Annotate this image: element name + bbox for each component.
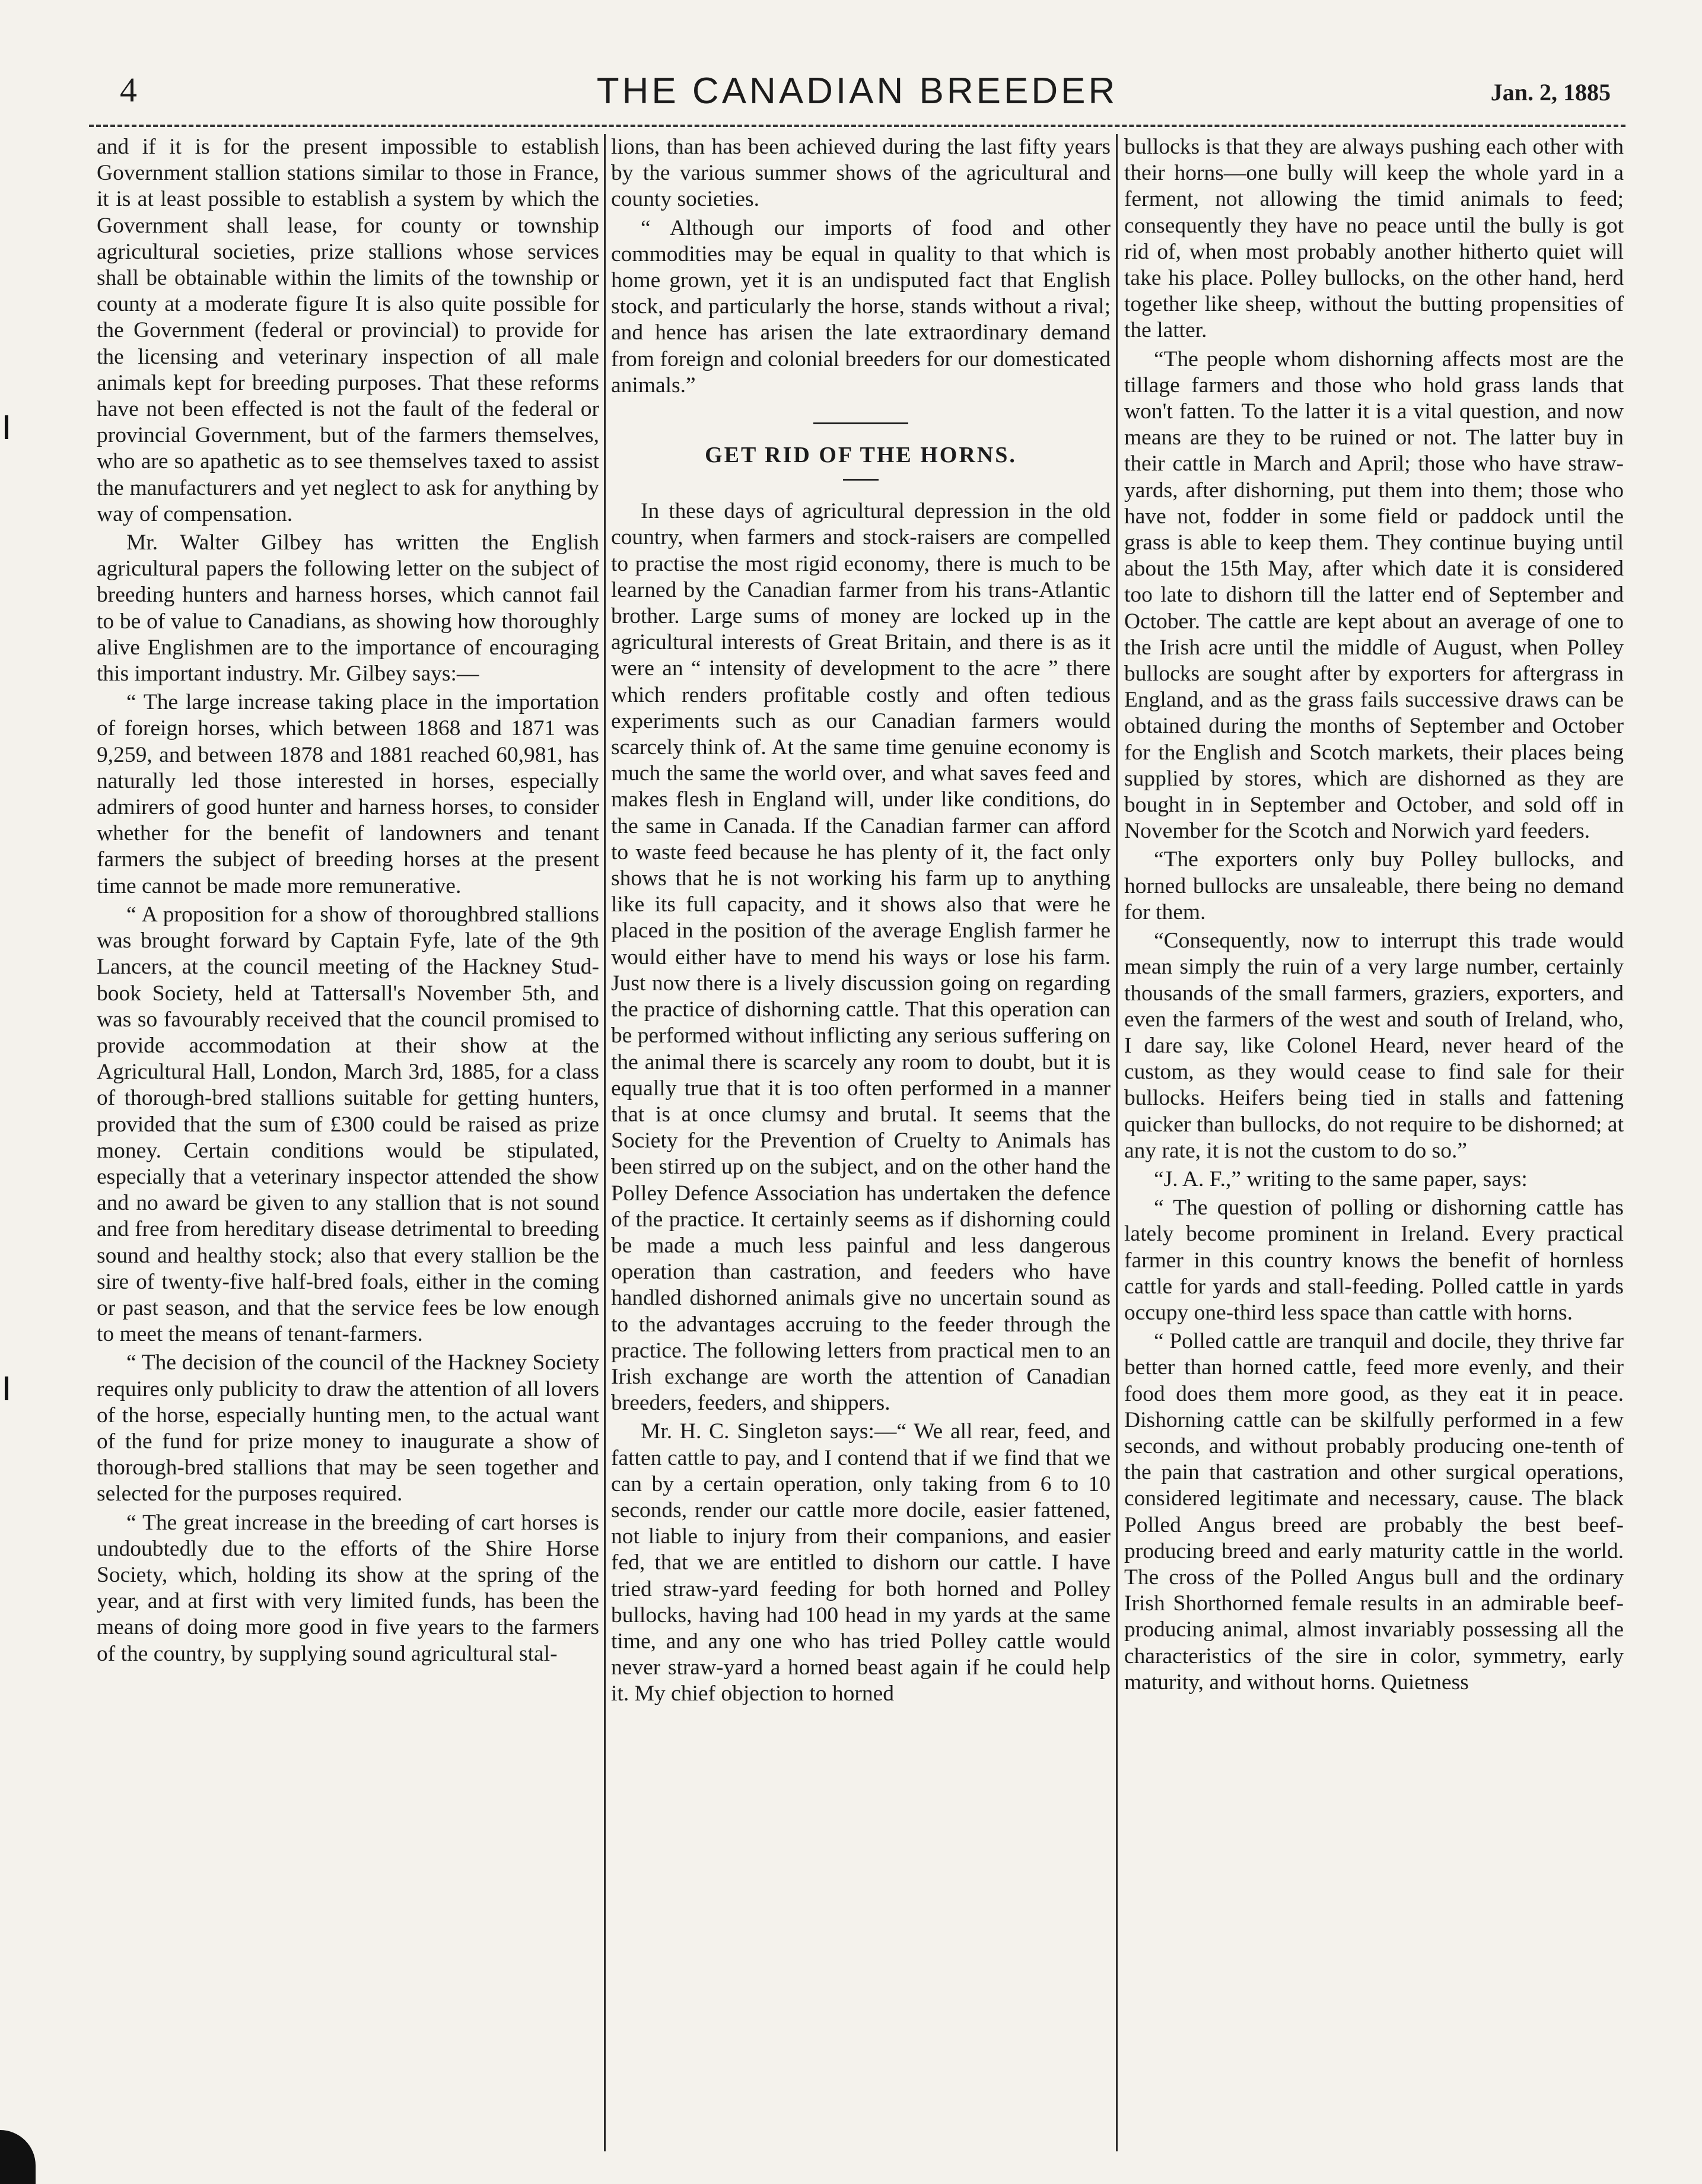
scan-edge-mark: [5, 415, 8, 439]
paragraph: “ The great increase in the breeding of cart horses is undoubtedly due to the efforts of the Shire Horse Society, which, holding its show at the spring of the year, and at first with very limited funds, has been the means of doing more good in five years to the farmers of the country, by supplying sound agricultural stal-: [97, 1510, 599, 1666]
paragraph: “ Polled cattle are tranquil and docile, they thrive far better than horned cattle, feed more evenly, and their food does them more good, as they eat it in peace. Dishorning cattle can be skilfully performed in a few seconds, and without probably producing one-tenth of the pain that castration and other surgical operations, considered legitimate and necessary, cause. The black Polled Angus breed are probably the best beef-producing breed and early maturity cattle in the world. The cross of the Polled Angus bull and the ordinary Irish Shorthorned female results in an admirable beef-producing animal, almost invariably possessing all the characteristics of the sire in color, symmetry, early maturity, and without horns. Quietness: [1124, 1329, 1624, 1695]
paragraph: Mr. H. C. Singleton says:—“ We all rear, feed, and fatten cattle to pay, and I contend that if we find that we can by a certain operation, only taking from 6 to 10 seconds, render our cattle more docile, easier fattened, not liable to injury from their companions, and easier fed, that we are entitled to dishorn our cattle. I have tried straw-yard feeding for both horned and Polley bullocks, having had 100 head in my yards at the same time, and any one who has tried Polley cattle would never straw-yard a horned beast again if he could help it. My chief objection to horned: [611, 1419, 1111, 1706]
article-heading: GET RID OF THE HORNS.: [705, 443, 1017, 468]
scan-edge-mark: [5, 1376, 8, 1400]
issue-date: Jan. 2, 1885: [1490, 79, 1611, 106]
paragraph: “ Although our imports of food and other commodities may be equal in quality to that which is home grown, yet it is an undisputed fact that English stock, and particularly the horse, stands without a rival; and hence has arisen the late extraordinary demand from foreign and colonial breeders for our domesticated animals.”: [611, 215, 1111, 398]
column-2: [611, 134, 1111, 2151]
header-rule: [89, 125, 1625, 127]
paragraph: “The people whom dishorning affects most are the tillage farmers and those who hold grass lands that won't fatten. To the latter it is a vital question, and now means are they to be ruined or not. The latter buy in their cattle in March and April; those who have straw-yards, after dishorning, put them into them; those who have not, fodder in some field or paddock until the grass is able to keep them. They continue buying until about the 15th May, after which date it is considered too late to dishorn till the latter end of September and October. The cattle are kept about an average of one to the Irish acre until the middle of August, when Polley bullocks are sought after by exporters for aftergrass in England, and as the grass fails successive draws can be obtained during the months of September and October for the English and Scotch markets, their places being supplied by stores, which are dishorned as they are bought in in September and October, and sold off in November for the Scotch and Norwich yard feeders.: [1124, 346, 1624, 844]
page-header: [89, 70, 1625, 117]
paragraph: bullocks is that they are always pushing each other with their horns—one bully will keep the whole yard in a ferment, not allowing the timid animals to feed; consequently they have no peace until the bully is got rid of, when most probably another hitherto quiet will take his place. Polley bullocks, on the other hand, herd together like sheep, without the butting propensities of the latter.: [1124, 135, 1624, 343]
column-divider: [604, 134, 606, 2151]
paragraph: “ The large increase taking place in the importation of foreign horses, which between 1868 and 1871 was 9,259, and between 1878 and 1881 reached 60,981, has naturally led those interested in horses, especially admirers of good hunter and harness horses, to consider whether for the benefit of landowners and tenant farmers the subject of breeding horses at the present time cannot be made more remunerative.: [97, 690, 599, 898]
column-1: [97, 134, 599, 2151]
paragraph: “ The decision of the council of the Hackney Society requires only publicity to draw the attention of all lovers of the horse, especially hunting men, to the actual want of the fund for prize money to inaugurate a show of thorough-bred stallions that may be seen together and selected for the purposes required.: [97, 1350, 599, 1506]
paragraph: In these days of agricultural depression in the old country, when farmers and stock-raisers are compelled to practise the most rigid economy, there is much to be learned by the Canadian farmer from his trans-Atlantic brother. Large sums of money are locked up in the agricultural interests of Great Britain, and there is as it were an “ intensity of development to the acre ” there which renders profitable costly and often tedious experiments such as our Canadian farmers would scarcely think of. At the same time genuine economy is much the same the world over, and what saves feed and makes flesh in England will, under like conditions, do the same in Canada. If the Canadian farmer can afford to waste feed because he has plenty of it, the fact only shows that he is not working his farm up to anything like its full capacity, and it shows also that were he placed in the position of the average English farmer he would either have to mend his ways or lose his farm. Just now there is a lively discussion going on regarding the practice of dishorning cattle. That this operation can be performed without inflicting any serious suffering on the animal there is scarcely any room to doubt, but it is equally true that it is too often performed in a manner that is at once clumsy and brutal. It seems that the Society for the Prevention of Cruelty to Animals has been stirred up on the subject, and on the other hand the Polley Defence Association has undertaken the defence of the practice. It certainly seems as if dishorning could be made a much less painful and less dangerous operation than castration, and feeders who have handled dishorned animals give no uncertain sound as to the advantages accruing to the feeder through the practice. The following letters from practical men to an Irish exchange are worth the attention of Canadian breeders, feeders, and shippers.: [611, 499, 1111, 1416]
paragraph: “Consequently, now to interrupt this trade would mean simply the ruin of a very large number, certainly thousands of the small farmers, graziers, exporters, and even the farmers of the west and south of Ireland, who, I dare say, like Colonel Heard, never heard of the custom, as they would cease to find sale for their bullocks. Heifers being tied in stalls and fattening quicker than bullocks, do not require to be dishorned; at any rate, it is not the custom to do so.”: [1124, 929, 1624, 1163]
paragraph: Mr. Walter Gilbey has written the English agricultural papers the following letter on the subject of breeding hunters and harness horses, which cannot fail to be of value to Canadians, as showing how thoroughly alive Englishmen are to the importance of encouraging this important industry. Mr. Gilbey says:—: [97, 530, 599, 686]
column-divider: [1116, 134, 1118, 2151]
paragraph: “ The question of polling or dishorning cattle has lately become prominent in Ireland. Every practical farmer in this country knows the benefit of hornless cattle for yards and stall-feeding. Polled cattle in yards occupy one-third less space than cattle with horns.: [1124, 1196, 1624, 1325]
page-number: 4: [120, 71, 137, 109]
paragraph: and if it is for the present impossible to establish Government stallion stations similar to those in France, it is at least possible to establish a system by which the Government shall lease, for county or township agricultural societies, prize stallions whose services shall be obtainable within the limits of the township or county at a moderate figure It is also quite possible for the Government (federal or provincial) to provide for the licensing and veterinary inspection of all male animals kept for breeding purposes. That these reforms have not been effected is not the fault of the federal or provincial Government, but of the farmers themselves, who are so apathetic as to see themselves taxed to assist the manufacturers and yet neglect to ask for anything by way of compensation.: [97, 135, 599, 526]
section-rule: [813, 422, 908, 424]
paragraph: “The exporters only buy Polley bullocks, and horned bullocks are unsaleable, there being no demand for them.: [1124, 847, 1624, 924]
newspaper-title: THE CANADIAN BREEDER: [596, 71, 1118, 112]
paragraph: “J. A. F.,” writing to the same paper, says:: [1154, 1166, 1528, 1191]
scan-corner-shadow: [0, 2130, 36, 2184]
paragraph: “ A proposition for a show of thoroughbred stallions was brought forward by Captain Fyfe, late of the 9th Lancers, at the council meeting of the Hackney Stud-book Society, held at Tattersall's November 5th, and was so favourably received that the council promised to provide accommodation at their show at the Agricultural Hall, London, March 3rd, 1885, for a class of thorough-bred stallions suitable for getting hunters, provided that the sum of £300 could be raised as prize money. Certain conditions would be stipulated, especially that a veterinary inspector attended the show and no award be given to any stallion that is not sound and free from hereditary disease detrimental to breeding sound and healthy stock; also that every stallion be the sire of twenty-five half-bred foals, either in the coming or past season, and that the service fees be low enough to meet the means of tenant-farmers.: [97, 902, 599, 1347]
paragraph: lions, than has been achieved during the last fifty years by the various summer shows of the agricultural and county societies.: [611, 135, 1111, 212]
heading-rule: [843, 479, 879, 481]
column-3: [1124, 134, 1624, 2151]
